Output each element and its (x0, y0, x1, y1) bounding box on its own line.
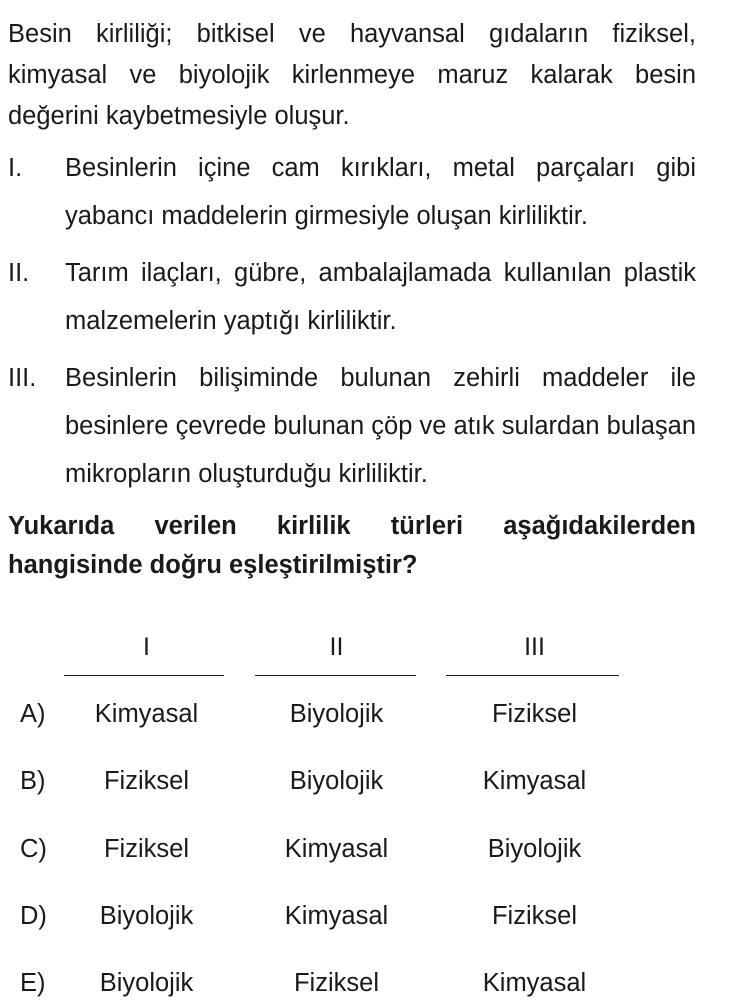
option-cell-iii: Fiziksel (491, 700, 577, 728)
answer-option-e[interactable] (0, 966, 734, 1000)
statement-iii (8, 354, 696, 498)
option-cell-ii: Biyolojik (289, 767, 384, 795)
option-letter: D) (20, 902, 47, 930)
statement-text: Besinlerin içine cam kırıkları, metal parçaları gibi yabancı maddelerin girmesiyle oluşan kirliliktir. (65, 154, 696, 230)
option-cell-iii: Fiziksel (491, 902, 577, 930)
option-cell-i: Fiziksel (103, 767, 189, 795)
option-letter: B) (20, 767, 46, 795)
statement-number: III. (8, 364, 37, 392)
column-header-iii: III (524, 633, 545, 661)
option-cell-i: Biyolojik (99, 902, 194, 930)
option-cell-i: Kimyasal (94, 700, 199, 728)
option-cell-iii: Biyolojik (487, 835, 582, 863)
answer-option-d[interactable] (0, 899, 734, 933)
answer-option-a[interactable] (0, 697, 734, 731)
option-cell-ii: Kimyasal (284, 835, 389, 863)
column-underline-iii (446, 675, 619, 676)
statement-text: Tarım ilaçları, gübre, ambalajlamada kullanılan plastik malzemelerin yaptığı kirliliktir. (65, 259, 696, 335)
column-header-ii: II (329, 633, 344, 661)
option-letter: E) (20, 969, 46, 997)
intro-paragraph: Besin kirliliği; bitkisel ve hayvansal gıdaların fiziksel, kimyasal ve biyolojik kirlenmeye maruz kalarak besin değerini kaybetmesiyle oluşur. (8, 20, 696, 130)
option-cell-ii: Fiziksel (293, 969, 379, 997)
option-cell-i: Fiziksel (103, 835, 189, 863)
statement-number: II. (8, 259, 30, 287)
column-underline-ii (255, 675, 416, 676)
statement-i (8, 144, 696, 240)
option-cell-ii: Kimyasal (284, 902, 389, 930)
option-cell-iii: Kimyasal (482, 969, 587, 997)
statement-ii (8, 249, 696, 345)
statement-number: I. (8, 154, 23, 182)
answer-option-c[interactable] (0, 832, 734, 866)
option-letter: C) (20, 835, 47, 863)
statement-text: Besinlerin bilişiminde bulunan zehirli maddeler ile besinlere çevrede bulunan çöp ve atık sulardan bulaşan mikropların oluşturduğu kirliliktir. (65, 364, 696, 488)
column-header-i: I (143, 633, 150, 661)
option-cell-iii: Kimyasal (482, 767, 587, 795)
column-underline-i (64, 675, 224, 676)
option-cell-ii: Biyolojik (289, 700, 384, 728)
question-stem: Yukarıda verilen kirlilik türleri aşağıdakilerden hangisinde doğru eşleştirilmiştir? (8, 512, 696, 579)
option-cell-i: Biyolojik (99, 969, 194, 997)
option-letter: A) (20, 700, 46, 728)
answer-option-b[interactable] (0, 764, 734, 798)
